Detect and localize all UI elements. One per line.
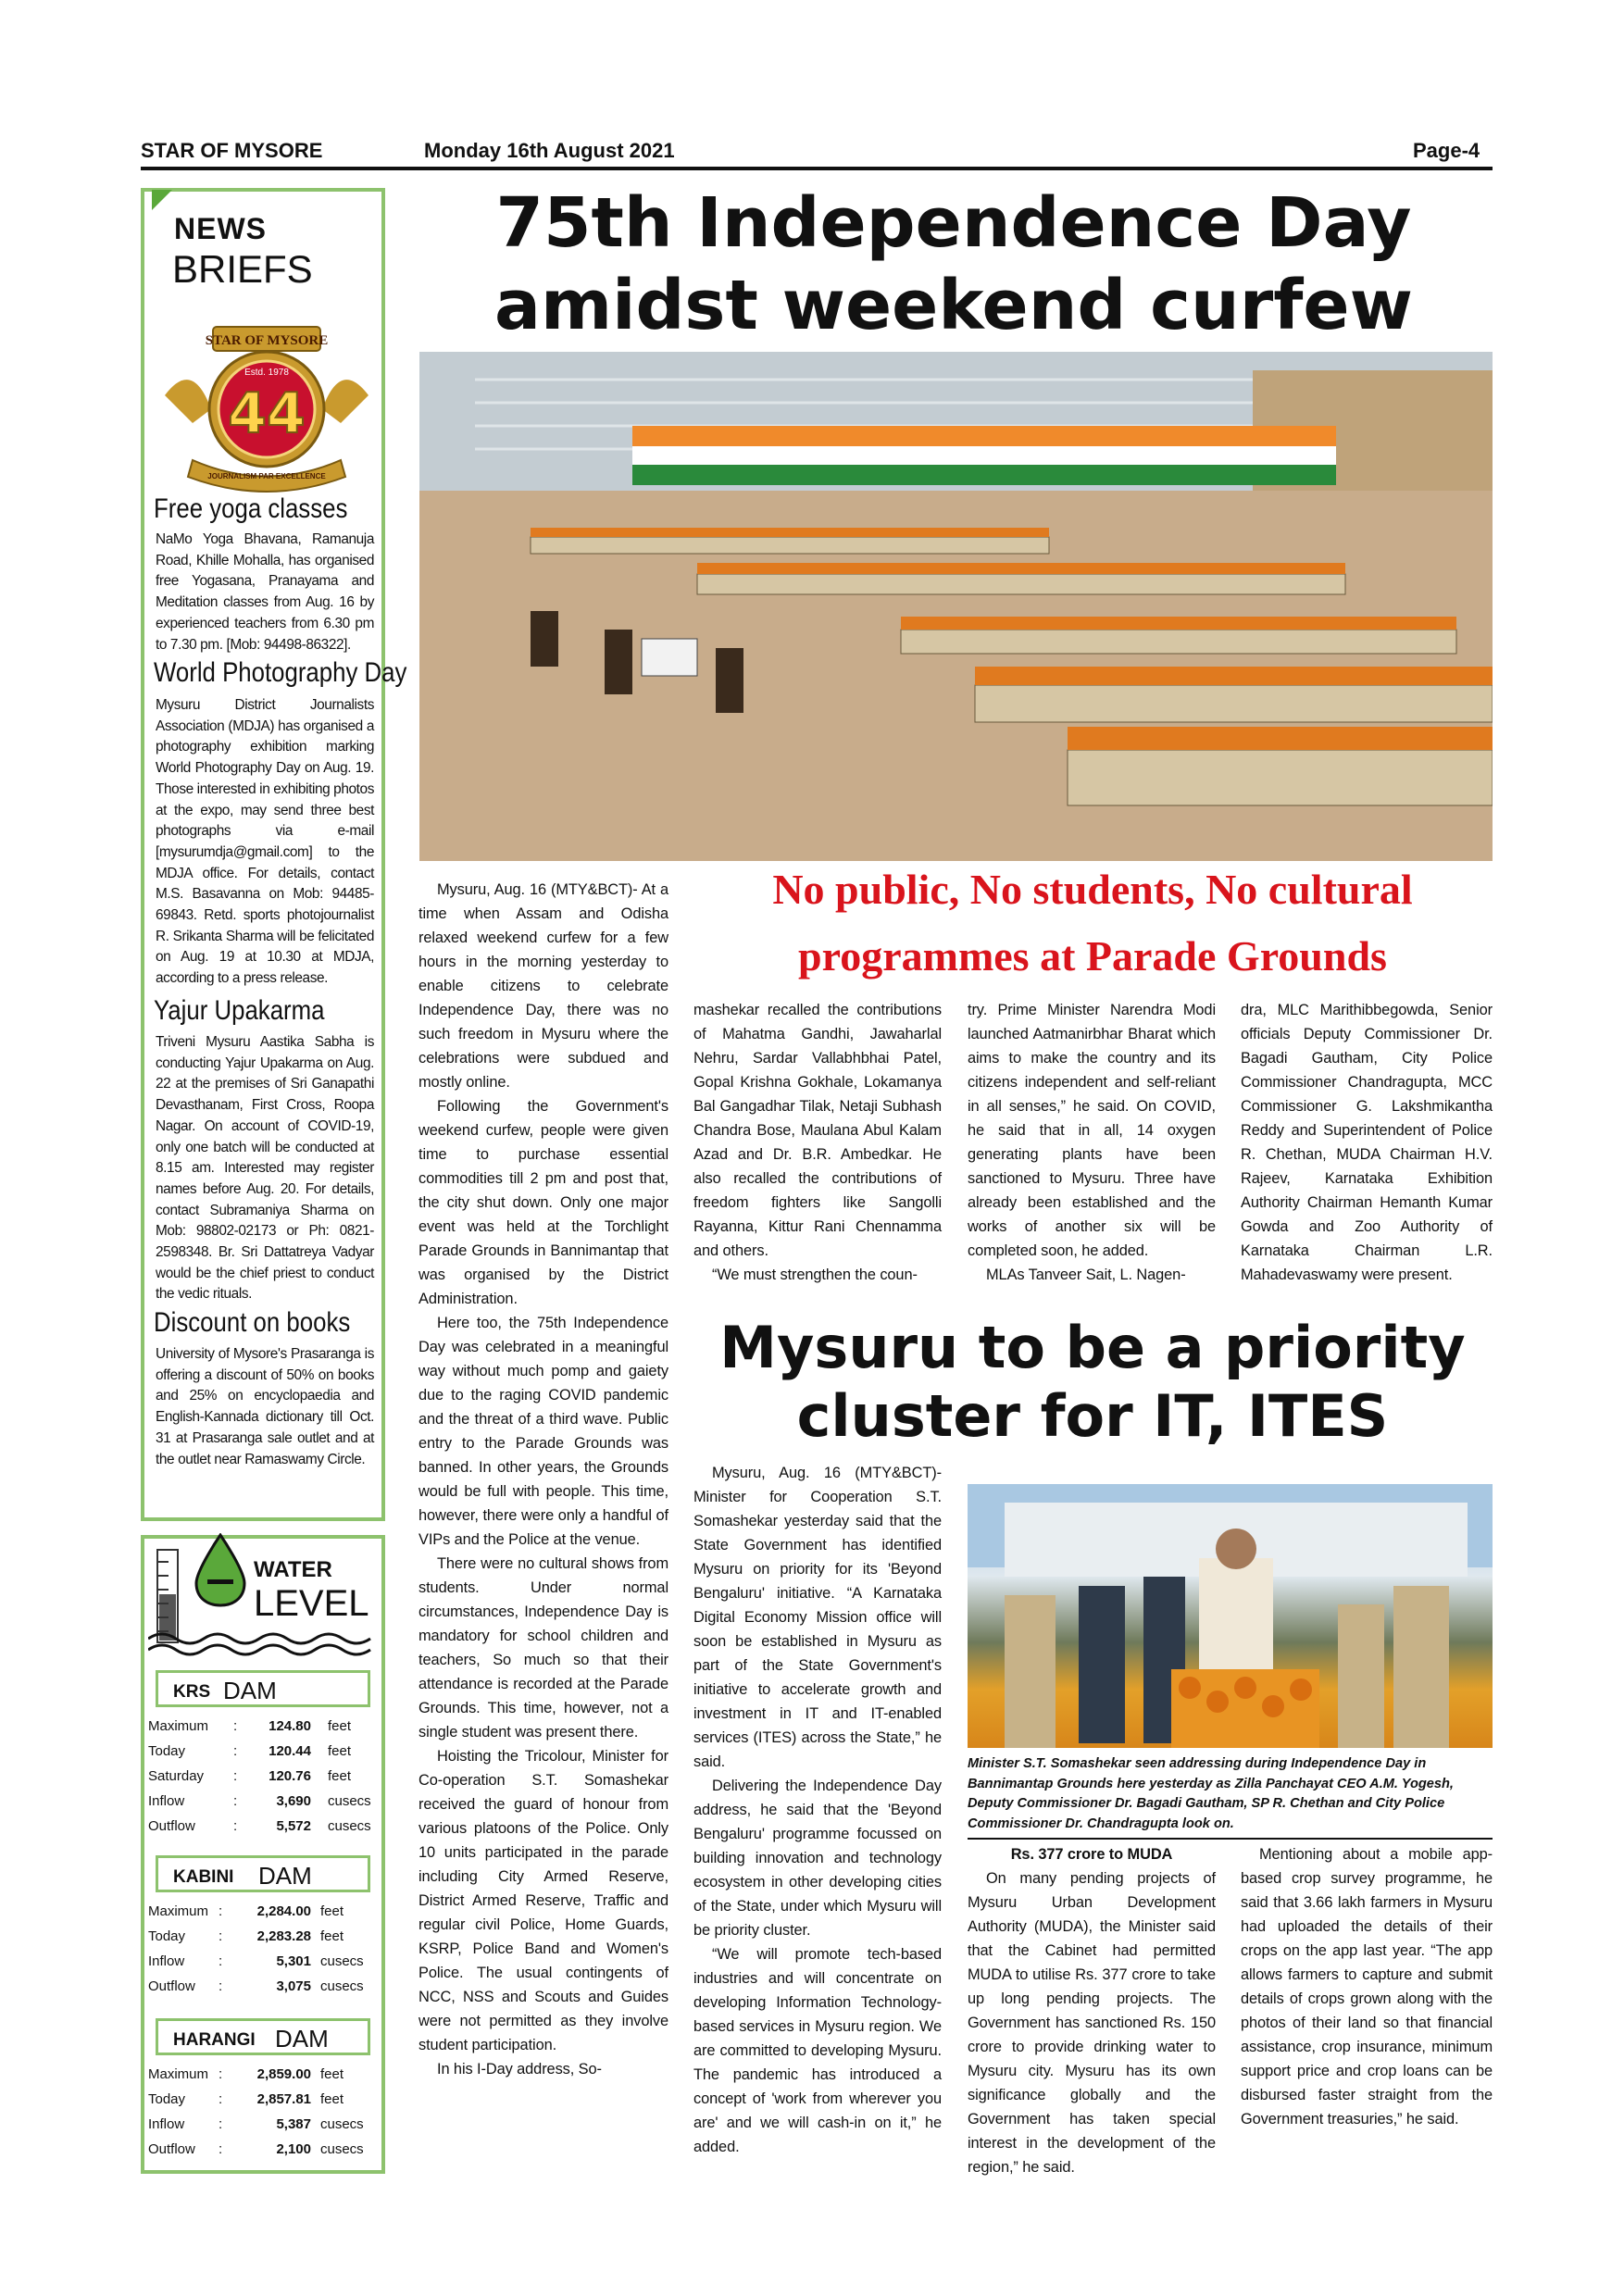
story1-para: try. Prime Minister Narendra Modi launched Aatmanirbhar Bharat which aims to make the country and its citizens independent and self-reliant in all senses,” he said. On COVID, he said that in all, 14 oxygen generating plants have been sanctioned to Mysuru. Three have already been established and the works of another six will be completed soon, he added. <box>968 1002 1216 1259</box>
dam-row: Today : 2,857.81 feet <box>148 2091 344 2107</box>
story1-headline-line2: amidst weekend curfew <box>494 266 1413 345</box>
dam-row: Saturday : 120.76 feet <box>148 1768 352 1784</box>
dam-name: KRS <box>173 1682 211 1702</box>
logo-top-text: STAR OF MYSORE <box>205 333 329 348</box>
brief-body-yoga: NaMo Yoga Bhavana, Ramanuja Road, Khille Mohalla, has organised free Yogasana, Pranayama and Meditation classes from Aug. 16 by experienced teachers from 6.30 pm to 7.30 pm. [Mob: 94498-86322]. <box>156 531 374 653</box>
dam-name: HARANGI <box>173 2030 256 2050</box>
dam-name: KABINI <box>173 1867 234 1887</box>
story1-para: Here too, the 75th Independence Day was celebrated in a meaningful way without much pomp and gaiety due to the raging COVID pandemic and the threat of a third wave. Public entry to the Parade Grounds was banned. In other years, the Grounds would be full with people. This time, however, there were only a handful of VIPs and the Police at the venue. <box>418 1315 668 1548</box>
parade-photo <box>419 352 1493 861</box>
brief-title-upakarma: Yajur Upakarma <box>154 995 325 1026</box>
story1-para: Following the Government's weekend curfew, people were given time to purchase essential commodities till 2 pm and post that, the city shut down. Only one major event was held at the Torchlight Parade Grounds in Bannimantap that was organised by the District Administration. <box>418 1098 668 1307</box>
corner-flag-icon <box>152 190 172 210</box>
dam-row: Today : 2,283.28 feet <box>148 1928 344 1944</box>
dam-header-krs <box>156 1670 370 1707</box>
story2-para: “We will promote tech-based industries and will concentrate on developing Information Technology-based services in Mysuru region. We are committed to developing Mysuru. The pandemic has introduced a concept of 'work from wherever you are' and we will cash-in on it,” he added. <box>693 1946 942 2155</box>
water-level-box <box>141 1535 385 2174</box>
story2-column2 <box>968 1842 1216 2179</box>
dam-label: DAM <box>223 1677 277 1704</box>
dam-row: Outflow : 5,572 cusecs <box>148 1818 371 1834</box>
brief-title-books: Discount on books <box>154 1307 351 1338</box>
dam-row: Inflow : 5,301 cusecs <box>148 1953 364 1969</box>
news-label: NEWS <box>174 212 267 245</box>
dam-table-harangi <box>148 2063 380 2163</box>
wave-icon <box>148 1629 380 1662</box>
story1-para: Hoisting the Tricolour, Minister for Co-operation S.T. Somashekar received the guard of honour from various platoons of the Police. Only 10 units participated in the parade including City Armed Reserve, District Armed Reserve, Traffic and regular civil Police, Home Guards, KSRP, Police Band and Women's Police. The usual contingents of NCC, NSS and Scouts and Guides were not permitted as they involve student participation. <box>418 1748 668 2053</box>
level-title: LEVEL <box>254 1583 369 1624</box>
story1-column1 <box>418 878 668 2081</box>
dam-label: DAM <box>258 1862 312 1890</box>
story1-column3 <box>968 998 1216 1287</box>
dam-row: Outflow : 3,075 cusecs <box>148 1978 364 1994</box>
story1-para: “We must strengthen the coun- <box>712 1267 918 1283</box>
dam-row: Inflow : 5,387 cusecs <box>148 2116 364 2132</box>
story1-para: dra, MLC Marithibbegowda, Senior officials Deputy Commissioner Dr. Bagadi Gautham, City Police Commissioner Chandragupta, MCC Commissioner G. Lakshmikantha Reddy and Superintendent of Police R. Chethan, MUDA Chairman H.V. Rajeev, Karnataka Exhibition Authority Chairman Hemanth Kumar Gowda and Zoo Authority of Karnataka Chairman L.R. Mahadevaswamy were present. <box>1241 1002 1493 1283</box>
issue-date: Monday 16th August 2021 <box>424 139 675 162</box>
star-of-mysore-44-logo <box>156 321 378 497</box>
story1-para: There were no cultural shows from students. Under normal circumstances, Independence Day is mandatory for school children and teachers, So much so that their attendance is recorded at the Parade Grounds. This time, however, not a single student was present there. <box>418 1555 668 1741</box>
story2-para: On many pending projects of Mysuru Urban Development Authority (MUDA), the Minister said that the Cabinet had permitted MUDA to utilise Rs. 377 crore to take up long pending projects. The Government has sanctioned Rs. 150 crore to provide drinking water to Mysuru city. Mysuru has its own significance globally and the Government has taken special interest in the development of the region,” he said. <box>968 1870 1216 2176</box>
story1-column4 <box>1241 998 1493 1287</box>
story2-headline-line1: Mysuru to be a priority <box>719 1314 1466 1381</box>
dam-row: Maximum : 2,284.00 feet <box>148 1903 344 1919</box>
brief-title-photography: World Photography Day <box>154 657 407 688</box>
dam-label: DAM <box>275 2025 329 2053</box>
logo-number-text: 44 <box>228 381 306 446</box>
minister-photo <box>968 1484 1493 1748</box>
story1-para: mashekar recalled the contributions of Mahatma Gandhi, Jawaharlal Nehru, Sardar Vallabhbhai Patel, Gopal Krishna Gokhale, Lokamanya Bal Gangadhar Tilak, Netaji Subhash Chandra Bose, Maulana Abul Kalam Azad and Dr. B.R. Ambedkar. He also recalled the contributions of freedom fighters like Sangolli Rayanna, Kittur Rani Chennamma and others. <box>693 1002 942 1259</box>
dam-row: Today : 120.44 feet <box>148 1743 352 1759</box>
dam-row: Outflow : 2,100 cusecs <box>148 2141 364 2157</box>
photo-caption: Minister S.T. Somashekar seen addressing during Independence Day in Bannimantap Grounds here yesterday as Zilla Panchayat CEO A.M. Yogesh, Deputy Commissioner Dr. Bagadi Gautham, SP R. Chethan and City Police Commissioner Dr. Chandragupta look on. <box>968 1756 1454 1831</box>
story1-headline-line1: 75th Independence Day <box>495 183 1412 263</box>
story1-subheadline-line1: No public, No students, No cultural <box>772 866 1413 913</box>
paper-name: STAR OF MYSORE <box>141 139 323 162</box>
dam-header-harangi <box>156 2018 370 2055</box>
dam-table-krs <box>148 1715 380 1840</box>
story1-para: In his I-Day address, So- <box>437 2061 602 2078</box>
story1-para: Mysuru, Aug. 16 (MTY&BCT)- At a time when Assam and Odisha relaxed weekend curfew for a few hours in the morning yesterday to enable citizens to celebrate Independence Day, there was no such freedom in Mysuru where the celebrations were subdued and mostly online. <box>418 881 668 1091</box>
brief-body-upakarma: Triveni Mysuru Aastika Sabha is conducting Yajur Upakarma on Aug. 22 at the premises of Sri Ganapathi Devasthanam, First Cross, Roopa Nagar. On account of COVID-19, only one batch will be conducted at 8.15 am. Interested may register names before Aug. 20. For details, contact Subramaniya Sharma on Mob: 98802-02173 or Ph: 0821-2598348. Br. Sri Dattatreya Vadyar would be the chief priest to conduct the vedic rituals. <box>156 1034 374 1303</box>
story2-para: Mysuru, Aug. 16 (MTY&BCT)- Minister for Cooperation S.T. Somashekar yesterday said that the State Government has identified Mysuru on priority for its 'Beyond Bengaluru' initiative. “A Karnataka Digital Economy Mission office will soon be established in Mysuru as part of the State Government's initiative to accelerate growth and investment in IT and IT-enabled services (ITES) across the State,” he said. <box>693 1465 942 1770</box>
header-rule <box>141 167 1493 170</box>
story1-para: MLAs Tanveer Sait, L. Nagen- <box>986 1267 1186 1283</box>
logo-ribbon-text: JOURNALISM PAR EXCELLENCE <box>207 472 326 480</box>
story2-subhead: Rs. 377 crore to MUDA <box>1010 1846 1173 1863</box>
story1-column2 <box>693 998 942 1287</box>
dam-table-kabini <box>148 1900 380 2000</box>
story2-headline-line2: cluster for IT, ITES <box>796 1382 1389 1450</box>
dam-row: Maximum : 124.80 feet <box>148 1718 352 1734</box>
dam-row: Maximum : 2,859.00 feet <box>148 2066 344 2082</box>
brief-body-books: University of Mysore's Prasaranga is offering a discount of 50% on books and 25% on encyclopaedia and English-Kannada dictionary till Oct. 31 at Prasaranga sale outlet and at the outlet near Ramaswamy Circle. <box>156 1346 374 1467</box>
caption-rule <box>968 1838 1493 1840</box>
brief-title-yoga: Free yoga classes <box>154 493 348 524</box>
dam-row: Inflow : 3,690 cusecs <box>148 1793 371 1809</box>
water-title: WATER <box>254 1557 332 1582</box>
story2-column3 <box>1241 1842 1493 2131</box>
water-drop-icon <box>193 1533 248 1612</box>
dam-header-kabini <box>156 1855 370 1892</box>
story2-para: Mentioning about a mobile app-based crop survey programme, he said that 3.66 lakh farmers in Mysuru had uploaded the details of their crops on the app last year. “The app allows farmers to capture and submit details of crops grown along with the photos of their land so that financial assistance, crop insurance, minimum support price and crop loans can be disbursed faster straight from the Government treasuries,” he said. <box>1241 1846 1493 2128</box>
story2-para: Delivering the Independence Day address, he said that the 'Beyond Bengaluru' programme focussed on building innovation and technology ecosystem in other developing cities of the State, under which Mysuru will be priority cluster. <box>693 1778 942 1939</box>
story1-subheadline-line2: programmes at Parade Grounds <box>798 932 1387 980</box>
brief-body-photography: Mysuru District Journalists Association (MDJA) has organised a photography exhibition marking World Photography Day on Aug. 19. Those interested in exhibiting photos at the expo, may send three best photographs via e-mail [mysurumdja@gmail.com] to the MDJA office. For details, contact M.S. Basavanna on Mob: 94485-69843. Retd. sports photojournalist R. Srikanta Sharma will be felicitated on Aug. 19 at 10.30 at MDJA, according to a press release. <box>156 697 374 987</box>
logo-estd-text: Estd. 1978 <box>244 368 289 378</box>
news-briefs-box <box>141 188 407 1521</box>
briefs-label: BRIEFS <box>172 247 313 291</box>
story2-column1 <box>693 1461 942 2159</box>
page-number: Page-4 <box>1413 139 1480 162</box>
